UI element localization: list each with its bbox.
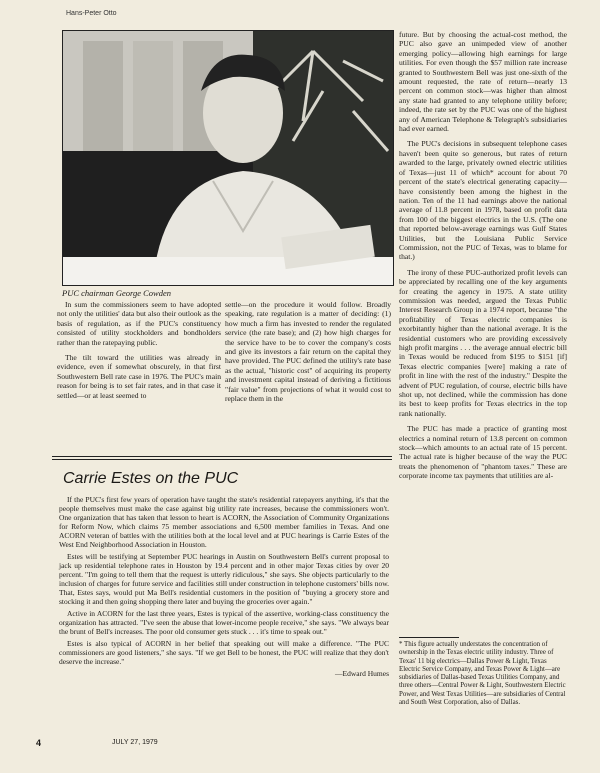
- sidebar-title: Carrie Estes on the PUC: [63, 470, 239, 487]
- footnote: * This figure actually understates the concentration of ownership in the Texas electric utility industry. Three of Texas' 11 big electrics—Dallas Power & Light, Texas Electric Service Company, and Texas Power & Light—are subsidiaries of Dallas-based Texas Utilities Company, and three others—Central Power & Light, Southwestern Electric Power, and West Texas Utilities—are subsidiaries of Central and South West Corporation, also of Dallas.: [399, 641, 566, 707]
- paragraph: future. But by choosing the actual-cost method, the PUC also gave an unimpeded view of another emerging policy—allowing high earnings for large utilities. For even though the $57 million rate increase granted to Southwestern Bell was just one-sixth of the amount requested, the rate of return—nearly 13 percent on common stock—was higher than almost any state had granted to any telephone utility before; indeed, the rate set by the PUC was one of the highest any of American Telephone & Telegraph's subsidiaries had ever earned.: [399, 30, 567, 134]
- sidebar-paragraph: If the PUC's first few years of operation have taught the state's residential ratepayers anything, it's that the people themselves must make the case against big utility rate increases, because the commissioners won't. One organization that has taken that lesson to heart is ACORN, the Association of Community Organizations for Reform Now, which claims 75 member associations and 6,500 member families in Texas. And one ACORN veteran of battles with the utilities both at the local level and at PUC hearings is Carrie Estes of the West End Neighborhood Association in Houston.: [59, 495, 389, 549]
- photo-george-cowden: [62, 30, 394, 286]
- paragraph: In sum the commissioners seem to have adopted not only the utilities' data but also their outlook as the basis of regulation, as if the PUC's constituency consisted of utility stockholders and bondholders rather than the ratepaying public.: [57, 300, 221, 347]
- sidebar-text: [59, 495, 389, 681]
- paragraph: The irony of these PUC-authorized profit levels can be appreciated by recalling one of the key arguments for creating the agency in 1975. A state utility commission was needed, argued the Texas Public Interest Research Group in a 1974 report, because "the profitability of Texas electric companies is exorbitantly higher than the national average. It is the residential customers who are providing excessively high profit margins . . . the average annual electric bill in Texas would be reduced from $195 to $151 [if] Texas electric companies [were] making a rate of profit in line with the rest of the industry." Despite the advent of PUC regulation, of course, electric bills have shot up, not declined, while the commission has done its best to keep profits for Texas electrics in the top rank nationally.: [399, 267, 567, 418]
- photo-caption: PUC chairman George Cowden: [62, 288, 171, 298]
- paragraph: The tilt toward the utilities was already in evidence, even if somewhat obscurely, in that first Southwestern Bell rate case in 1976. The PUC's main reason for being is to set fair rates, and in that case it settled—or at least seemed to: [57, 353, 221, 400]
- photo-credit: Hans-Peter Otto: [66, 10, 117, 17]
- sidebar-paragraph: Active in ACORN for the last three years, Estes is typical of the assertive, working-class constituency the organization has attracted. "I've seen the abuse that lower-income people receive," she says. "We always bear the brunt of Bell's increases. The poor old consumer gets stuck . . . it's time to speak out.": [59, 609, 389, 636]
- paragraph: The PUC's decisions in subsequent telephone cases haven't been quite so generous, but rates of return awarded to the large, privately owned electric utilities of Texas—just 11 of which* account for about 70 percent of the state's electrical generating capacity—have consistently been among the highest in the nation. Ten of the 11 had earnings above the national average of 11.8 percent in 1978, based on profit data from 100 of the biggest electrics in the U.S. (The one that reported below-average earnings was Gulf States Utilities, but the Louisiana Public Service Commission, not the PUC of Texas, was to blame for that.): [399, 139, 567, 262]
- sidebar-paragraph: Estes is also typical of ACORN in her belief that speaking out will make a difference. "The PUC commissioners are good listeners," she says. "If we get Bell to be honest, the PUC will realize that they don't deserve the increase.": [59, 639, 389, 666]
- article-column-3: [399, 30, 567, 487]
- footnote-rule: [399, 637, 459, 638]
- paragraph: The PUC has made a practice of granting most electrics a nominal return of 13.8 percent on common stock—which amounts to an actual rate of 15 percent. The actual rate is higher because of the way the PUC treats the phenomenon of "phantom taxes." These are corporate income tax payments that utilities are al-: [399, 424, 567, 481]
- page-number: 4: [36, 738, 42, 748]
- article-column-1: [57, 300, 221, 406]
- issue-date: JULY 27, 1979: [112, 739, 158, 746]
- sidebar-rule: [52, 456, 392, 457]
- article-column-2: [225, 300, 391, 409]
- sidebar-signature: —Edward Humes: [335, 669, 389, 678]
- paragraph: settle—on the procedure it would follow. Broadly speaking, rate regulation is a matter of deciding: (1) how much a firm has invested to render the regulated service (the rate base); and (2) how high charges for the service have to be to cover the company's costs and give its investors a fair return on the capital they have provided. The PUC defined the utility's rate base as the actual, "historic cost" of acquiring its property and investment capital instead of deriving a fictitious "fair value" from projections of what it would cost to replace them in the: [225, 300, 391, 404]
- sidebar-paragraph: Estes will be testifying at September PUC hearings in Austin on Southwestern Bell's current proposal to jack up residential telephone rates in Houston by 19.4 percent and in other major Texas cities by over 20 percent. "I'm going to tell them that the request is utterly ridiculous," she says. She objects particularly to the inclusion of charges for future service and facilities still under construction in telephone customers' bills now. That, Estes says, would put Ma Bell's residential customers in the position of "buying a grocery store and stocking it and then going shopping there later and buying the groceries over again.": [59, 552, 389, 606]
- sidebar-rule-thin: [52, 459, 392, 460]
- photo-illustration: [63, 31, 393, 285]
